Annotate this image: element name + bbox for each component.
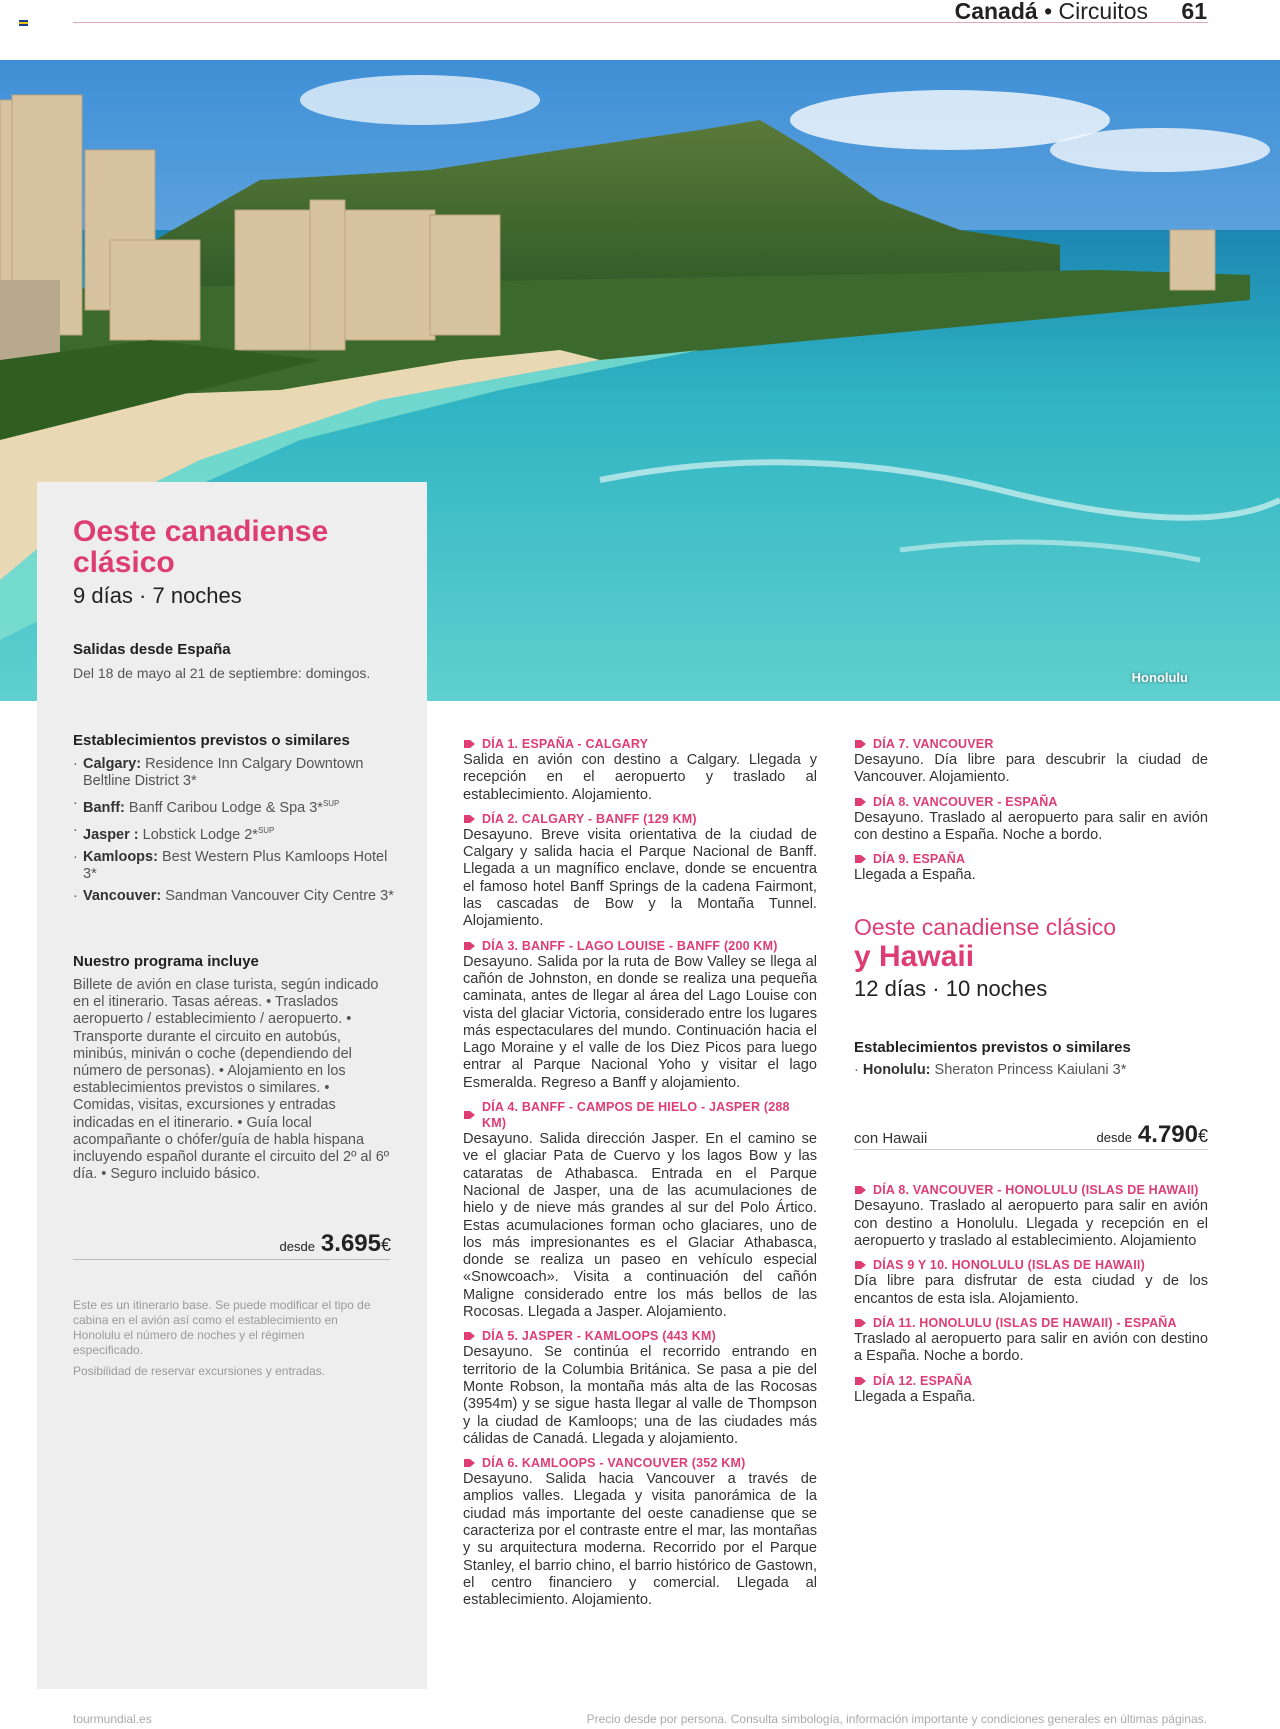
hotel-name: Banff Caribou Lodge & Spa 3* [128, 799, 323, 816]
price-value: 4.790 [1137, 1121, 1198, 1149]
day-title: DÍA 4. BANFF - CAMPOS DE HIELO - JASPER (288 KM) [482, 1100, 790, 1131]
hotel-city: Jasper : [83, 826, 139, 843]
day-title: DÍA 8. VANCOUVER - HONOLULU (ISLAS DE HAWAII) [873, 1183, 1199, 1198]
includes-heading: Nuestro programa incluye [73, 953, 259, 970]
arrow-icon [463, 1331, 476, 1341]
hotel-list [73, 756, 403, 910]
itinerary-day [854, 1257, 1208, 1308]
itinerary-column-1 [463, 736, 817, 1616]
day-title: DÍA 8. VANCOUVER - ESPAÑA [873, 794, 1058, 809]
arrow-icon [463, 739, 476, 749]
list-item: · Honolulu: Sheraton Princess Kaiulani 3* [854, 1062, 1127, 1079]
day-title: DÍA 3. BANFF - LAGO LOUISE - BANFF (200 KM) [482, 938, 778, 953]
flag-icon [19, 20, 28, 26]
itinerary-day [854, 1182, 1208, 1250]
page-number: 61 [1181, 0, 1207, 24]
price-currency: € [380, 1235, 391, 1255]
price-rule [73, 1259, 390, 1260]
hotel-city: Calgary: [83, 756, 142, 772]
section-title [955, 0, 1148, 25]
arrow-icon [854, 797, 867, 807]
hotels-heading: Establecimientos previstos o similares [73, 732, 350, 749]
hotel-category: SUP [257, 825, 275, 835]
itinerary-day [463, 811, 817, 931]
list-item [73, 822, 403, 844]
itinerary-day [463, 1099, 817, 1321]
arrow-icon [463, 941, 476, 951]
day-title: DÍA 9. ESPAÑA [873, 852, 966, 867]
excursions-note: Posibilidad de reservar excursiones y entradas. [73, 1364, 326, 1378]
day-title: DÍA 11. HONOLULU (ISLAS DE HAWAII) - ESPAÑA [873, 1315, 1177, 1330]
itinerary-day [463, 736, 817, 804]
trip2-hotels-heading: Establecimientos previstos o similares [854, 1039, 1131, 1057]
day-text: Traslado al aeropuerto para salir en avión con destino a España. Noche a bordo. [854, 1330, 1208, 1365]
itinerary-day [854, 851, 1208, 884]
itinerary-note: Este es un itinerario base. Se puede modificar el tipo de cabina en el avión así como el establecimiento en Honolulu el número de noches y el régimen especificado. [73, 1298, 371, 1357]
itinerary-day [463, 1455, 817, 1609]
departures-heading: Salidas desde España [73, 641, 231, 658]
arrow-icon [854, 1376, 867, 1386]
photo-caption: Honolulu [1131, 670, 1188, 685]
hotel-city: Banff: [83, 799, 125, 816]
price-label: con Hawaii [854, 1130, 928, 1148]
arrow-icon [463, 814, 476, 824]
list-item [73, 795, 403, 817]
hotel-name: Lobstick Lodge 2* [142, 826, 258, 843]
itinerary-day [463, 1328, 817, 1448]
hotel-category: SUP [322, 799, 340, 808]
day-text: Llegada a España. [854, 1388, 976, 1405]
list-item [73, 888, 403, 905]
arrow-icon [854, 854, 867, 864]
itinerary-day [463, 938, 817, 1092]
day-text: Desayuno. Día libre para descubrir la ciudad de Vancouver. Alojamiento. [854, 752, 1208, 786]
day-text: Desayuno. Breve visita orientativa de la ciudad de Calgary y salida hacia el Parque Nacional de Banff. Llegada a un magnífico enclave, donde se encuentra el famoso hotel Banff Springs de la cadena Fairmont, las cascadas de Bow y la Montaña Tunnel. Alojamiento. [463, 826, 817, 930]
day-text: Desayuno. Salida hacia Vancouver a través de amplios valles. Llegada y visita panorámica de la ciudad más importante del oeste canadiense que se caracteriza por el contraste entre el mar, las montañas y su arquitectura moderna. Recorrido por el Parque Stanley, el barrio chino, el barrio histórico de Gastown, el centro financiero y comercial. Llegada al establecimiento. Alojamiento. [463, 1471, 817, 1609]
arrow-icon [854, 739, 867, 749]
footer-disclaimer: Precio desde por persona. Consulta simbología, información importante y condiciones generales en últimas páginas. [586, 1712, 1207, 1726]
day-text: Salida en avión con destino a Calgary. Llegada y recepción en el aeropuerto y traslado al establecimiento. Alojamiento. [463, 752, 817, 803]
itinerary-day [854, 794, 1208, 845]
arrow-icon [463, 1458, 476, 1468]
arrow-icon [854, 1318, 867, 1328]
hotel-city: Vancouver: [83, 887, 162, 904]
website-link[interactable]: tourmundial.es [73, 1712, 152, 1726]
day-title: DÍA 1. ESPAÑA - CALGARY [482, 737, 649, 751]
itinerary-day [854, 1373, 1208, 1406]
list-item [73, 849, 403, 883]
day-title: DÍA 12. ESPAÑA [873, 1373, 973, 1388]
day-title: DÍA 7. VANCOUVER [873, 737, 994, 751]
day-text: Día libre para disfrutar de esta ciudad y de los encantos de esta isla. Alojamiento. [854, 1273, 1208, 1307]
price-from: desde [279, 1239, 315, 1254]
itinerary-column-2 [854, 736, 1208, 1413]
trip-title: Oeste canadiense clásico [73, 515, 329, 579]
arrow-icon [463, 1110, 476, 1120]
day-title: DÍA 2. CALGARY - BANFF (129 KM) [482, 811, 697, 826]
trip2-itinerary [854, 1182, 1208, 1405]
arrow-icon [854, 1260, 867, 1270]
hotel-name: Best Western Plus Kamloops Hotel 3* [83, 848, 388, 882]
itinerary-day [854, 1315, 1208, 1366]
trip2-title-extension: y Hawaii [854, 940, 975, 974]
price-box [280, 1230, 392, 1258]
subsection-name: Circuitos [1058, 0, 1148, 24]
trip-duration: 9 días · 7 noches [73, 583, 242, 608]
arrow-icon [854, 1185, 867, 1195]
day-text: Desayuno. Se continúa el recorrido entrando en territorio de la Columbia Británica. Se pasa a pie del Monte Robson, la montaña más alta de las Rocosas (3954m) y se sigue hasta llegar al valle de Thompson y la ciudad de Kamloops; una de las ciudades más cálidas de Canadá. Llegada y alojamiento. [463, 1344, 817, 1447]
list-item [73, 756, 403, 790]
trip2-price-box [854, 1120, 1208, 1150]
day-text: Desayuno. Salida dirección Jasper. En el camino se ve el glaciar Pata de Cuervo y los lagos Bow y las cataratas de Athabasca. Entrada en el Parque Nacional de Jasper, una de las acumulaciones de hielo y de nieve más grandes al sur del Polo Ártico. Estas acumulaciones forman ocho glaciares, uno de los más impresionantes es el Glaciar Athabasca, donde se realiza un paseo en vehículo especial «Snowcoach». Visita a continuación del cañón Maligne considerado entre los más bellos de las Rocosas. Llegada a Jasper. Alojamiento. [463, 1131, 817, 1321]
hotel-city: Honolulu: [862, 1062, 931, 1079]
itinerary-day [854, 736, 1208, 787]
hotel-name: Sheraton Princess Kaiulani 3* [934, 1062, 1127, 1079]
section-separator: • [1037, 0, 1059, 24]
hotel-name: Sandman Vancouver City Centre 3* [165, 887, 394, 904]
trip2-duration: 12 días · 10 noches [854, 976, 1048, 1002]
day-title: DÍA 5. JASPER - KAMLOOPS (443 KM) [482, 1329, 716, 1344]
trip2-title: Oeste canadiense clásico [854, 914, 1117, 941]
day-text: Desayuno. Traslado al aeropuerto para salir en avión con destino a España. Noche a bordo. [854, 809, 1208, 843]
section-name: Canadá [954, 0, 1038, 24]
departures-text: Del 18 de mayo al 21 de septiembre: domingos. [73, 665, 371, 681]
price-from: desde [1096, 1130, 1132, 1146]
price-value: 3.695 [320, 1230, 381, 1257]
day-text: Desayuno. Salida por la ruta de Bow Valley se llega al cañón de Johnston, en donde se realiza una pequeña caminata, antes de llegar al área del Lago Louise con vista del glaciar Victoria, considerado entre los lugares más espectaculares del mundo. Continuación hacia el Lago Moraine y el valle de los Diez Picos para luego entrar al Parque Nacional Yoho y visitar el lago Esmeralda. Regreso a Banff y alojamiento. [463, 953, 817, 1091]
day-text: Desayuno. Traslado al aeropuerto para salir en avión con destino a Honolulu. Llegada y recepción en el aeropuerto y traslado al establecimiento. Alojamiento [854, 1198, 1208, 1250]
day-text: Llegada a España. [854, 867, 976, 884]
hotel-city: Kamloops: [83, 848, 158, 865]
includes-text: Billete de avión en clase turista, según indicado en el itinerario. Tasas aéreas. • Traslados aeropuerto / establecimiento / aeropuerto. • Transporte durante el circuito en autobús, minibús, miniván o coche (dependiendo del número de personas). • Alojamiento en los establecimientos previstos o similares. • Comidas, visitas, excursiones y entradas indicadas en el itinerario. • Guía local acompañante o chófer/guía de habla hispana incluyendo español durante el circuito del 2º al 6º día. • Seguro incluido básico. [73, 977, 390, 1183]
day-title: DÍAS 9 Y 10. HONOLULU (ISLAS DE HAWAII) [873, 1258, 1145, 1273]
price-currency: € [1197, 1126, 1208, 1147]
day-title: DÍA 6. KAMLOOPS - VANCOUVER (352 KM) [482, 1456, 746, 1471]
trip2-header [854, 914, 1208, 1003]
hotel-name: Residence Inn Calgary Downtown Beltline District 3* [83, 756, 364, 789]
